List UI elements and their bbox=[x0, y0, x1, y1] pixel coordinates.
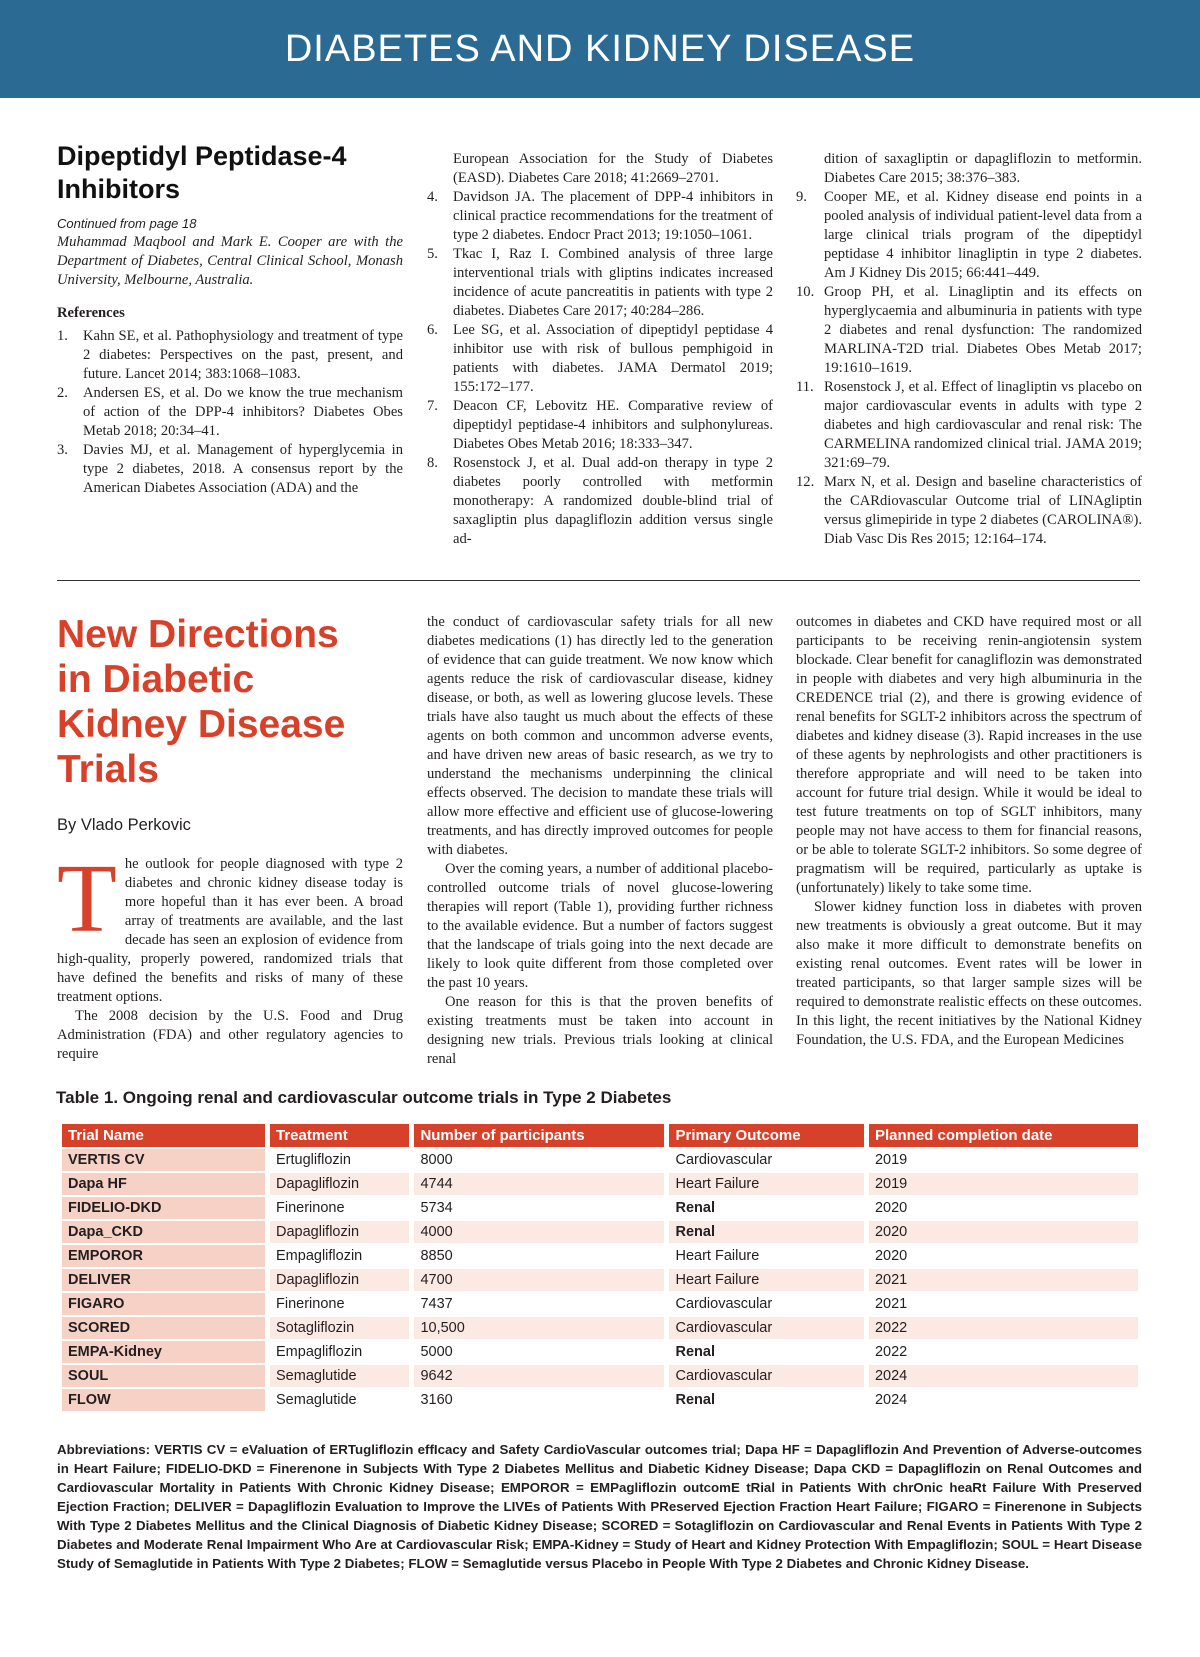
table-row bbox=[62, 1269, 1138, 1291]
treatment-cell: Finerinone bbox=[270, 1293, 409, 1315]
paragraph: the conduct of cardiovascular safety trials for all new diabetes medications (1) has directly led to the generation of evidence that can guide treatment. We now know which agents reduce the risk of cardiovascular disease, kidney disease, or both, as well as lowering glucose levels. These trials have also taught us much about the effects of these agents on both common and uncommon adverse events, and have driven new areas of basic research, as we try to understand the mechanisms underpinning the clinical effects observed. The decision to mandate these trials will allow more effective and efficient use of glucose-lowering treatments, and has directly improved outcomes for people with diabetes. bbox=[427, 614, 773, 858]
reference-number: 6. bbox=[427, 322, 438, 338]
table-row bbox=[62, 1389, 1138, 1411]
trial-name-cell: FIGARO bbox=[62, 1293, 265, 1315]
participants-cell: 8000 bbox=[414, 1149, 664, 1171]
top-column-3 bbox=[796, 150, 1142, 549]
trial-name-cell: SOUL bbox=[62, 1365, 265, 1387]
participants-cell: 7437 bbox=[414, 1293, 664, 1315]
reference-list-1 bbox=[57, 327, 403, 498]
completion-cell: 2022 bbox=[869, 1317, 1138, 1339]
reference-3-continued: European Association for the Study of Diabetes (EASD). Diabetes Care 2018; 41:2669–2701. bbox=[453, 151, 773, 186]
dpp4-title bbox=[57, 140, 403, 206]
article-title bbox=[57, 612, 403, 792]
reference-text: Lee SG, et al. Association of dipeptidyl peptidase 4 inhibitor use with risk of bullous pemphigoid in patients with diabetes. JAMA Dermatol 2019; 155:172–177. bbox=[453, 322, 773, 395]
reference-item bbox=[427, 245, 773, 321]
treatment-cell: Empagliflozin bbox=[270, 1245, 409, 1267]
reference-8-continued: dition of saxagliptin or dapagliflozin to metformin. Diabetes Care 2015; 38:376–383. bbox=[824, 151, 1142, 186]
outcome-cell: Heart Failure bbox=[669, 1269, 864, 1291]
table-row bbox=[62, 1317, 1138, 1339]
completion-cell: 2019 bbox=[869, 1173, 1138, 1195]
paragraph: The 2008 decision by the U.S. Food and Drug Administration (FDA) and other regulatory agencies to require bbox=[57, 1008, 403, 1062]
reference-item bbox=[427, 397, 773, 454]
reference-continuation bbox=[427, 150, 773, 188]
participants-cell: 4000 bbox=[414, 1221, 664, 1243]
table-row bbox=[62, 1245, 1138, 1267]
completion-cell: 2020 bbox=[869, 1245, 1138, 1267]
completion-cell: 2020 bbox=[869, 1197, 1138, 1219]
trial-name-cell: FLOW bbox=[62, 1389, 265, 1411]
reference-item bbox=[796, 283, 1142, 378]
outcome-cell: Renal bbox=[669, 1221, 864, 1243]
article-title-line: Kidney Disease bbox=[57, 703, 346, 746]
reference-text: Tkac I, Raz I. Combined analysis of three large interventional trials with gliptins indicates increased incidence of acute pancreatitis in patients with type 2 diabetes. Diabetes Care 2017; 40:284–286. bbox=[453, 246, 773, 319]
participants-cell: 8850 bbox=[414, 1245, 664, 1267]
intro-text: he outlook for people diagnosed with type 2 diabetes and chronic kidney disease today is more hopeful than it has ever been. A broad array of treatments are available, and the last decade has seen an explosion of evidence from high-quality, properly powered, randomized trials that have defined the benefits and risks of many of these treatment options. bbox=[57, 856, 403, 1005]
reference-item bbox=[427, 321, 773, 397]
section-divider bbox=[57, 580, 1140, 581]
reference-number: 7. bbox=[427, 398, 438, 414]
trial-name-cell: EMPOROR bbox=[62, 1245, 265, 1267]
trial-name-cell: Dapa_CKD bbox=[62, 1221, 265, 1243]
table-title: Table 1. Ongoing renal and cardiovascular outcome trials in Type 2 Diabetes bbox=[56, 1088, 672, 1107]
byline: By Vlado Perkovic bbox=[57, 816, 191, 834]
paragraph: One reason for this is that the proven benefits of existing treatments must be taken into account in designing new trials. Previous trials looking at clinical renal bbox=[427, 994, 773, 1067]
outcome-cell: Renal bbox=[669, 1341, 864, 1363]
table-row bbox=[62, 1293, 1138, 1315]
reference-number: 9. bbox=[796, 189, 807, 205]
outcome-cell: Cardiovascular bbox=[669, 1149, 864, 1171]
reference-text: Kahn SE, et al. Pathophysiology and treatment of type 2 diabetes: Perspectives on the past, present, and future. Lancet 2014; 383:1068–1083. bbox=[83, 328, 403, 382]
treatment-cell: Dapagliflozin bbox=[270, 1221, 409, 1243]
participants-cell: 10,500 bbox=[414, 1317, 664, 1339]
article-title-line: in Diabetic bbox=[57, 658, 255, 701]
treatment-cell: Semaglutide bbox=[270, 1365, 409, 1387]
reference-number: 12. bbox=[796, 474, 815, 490]
table-row bbox=[62, 1221, 1138, 1243]
table-row bbox=[62, 1341, 1138, 1363]
trials-table bbox=[57, 1122, 1143, 1413]
trial-name-cell: DELIVER bbox=[62, 1269, 265, 1291]
dpp4-title-line1: Dipeptidyl Peptidase-4 bbox=[57, 141, 347, 171]
treatment-cell: Ertugliflozin bbox=[270, 1149, 409, 1171]
article-column-3 bbox=[796, 613, 1142, 1050]
reference-number: 4. bbox=[427, 189, 438, 205]
reference-item bbox=[57, 327, 403, 384]
reference-number: 3. bbox=[57, 442, 68, 458]
completion-cell: 2019 bbox=[869, 1149, 1138, 1171]
header-participants: Number of participants bbox=[414, 1124, 664, 1147]
reference-number: 2. bbox=[57, 385, 68, 401]
section-banner bbox=[0, 0, 1200, 98]
reference-text: Davies MJ, et al. Management of hyperglycemia in type 2 diabetes, 2018. A consensus report by the American Diabetes Association (ADA) and the bbox=[83, 442, 403, 496]
header-outcome: Primary Outcome bbox=[669, 1124, 864, 1147]
table-row bbox=[62, 1365, 1138, 1387]
treatment-cell: Empagliflozin bbox=[270, 1341, 409, 1363]
completion-cell: 2022 bbox=[869, 1341, 1138, 1363]
article-column-2 bbox=[427, 613, 773, 1069]
participants-cell: 4700 bbox=[414, 1269, 664, 1291]
reference-text: Davidson JA. The placement of DPP-4 inhibitors in clinical practice recommendations for the treatment of type 2 diabetes. Endocr Pract 2013; 19:1050–1061. bbox=[453, 189, 773, 243]
treatment-cell: Sotagliflozin bbox=[270, 1317, 409, 1339]
reference-item bbox=[796, 188, 1142, 283]
reference-text: Groop PH, et al. Linagliptin and its effects on hyperglycaemia and albuminuria in patients with type 2 diabetes and renal dysfunction: The randomized MARLINA-T2D trial. Diabetes Obes Metab 2017; 19:1610–1619. bbox=[824, 284, 1142, 376]
reference-number: 10. bbox=[796, 284, 815, 300]
participants-cell: 3160 bbox=[414, 1389, 664, 1411]
outcome-cell: Cardiovascular bbox=[669, 1293, 864, 1315]
abbreviations-note: Abbreviations: VERTIS CV = eValuation of ERTugliflozin effIcacy and Safety CardioVascular outcomes trial; Dapa HF = Dapagliflozin And Prevention of Adverse-outcomes in Heart Failure; FIDELIO-DKD = Finerenone in Subjects With Type 2 Diabetes Mellitus and Diabetic Kidney Disease; Dapa CKD = Dapagliflozin on Renal Outcomes and Cardiovascular Mortality in Patients With Chronic Kidney Disease; EMPOROR = EMPagliflozin outcomE tRial in Patients With chrOnic heaRt Failure With Preserved Ejection Fraction; DELIVER = Dapagliflozin Evaluation to Improve the LIVEs of Patients With PReserved Ejection Fraction Heart Failure; FIGARO = Finerenone in Subjects With Type 2 Diabetes Mellitus and the Clinical Diagnosis of Diabetic Kidney Disease; SCORED = Sotagliflozin on Cardiovascular and Renal Events in Patients With Type 2 Diabetes and Moderate Renal Impairment Who Are at Cardiovascular Risk; EMPA-Kidney = Study of Heart and Kidney Protection With Empagliflozin; SOUL = Heart Disease Study of Semaglutide in Patients With Type 2 Diabetes; FLOW = Semaglutide versus Placebo in People With Type 2 Diabetes and Chronic Kidney Disease. bbox=[57, 1442, 1142, 1571]
table-row bbox=[62, 1149, 1138, 1171]
reference-item bbox=[796, 473, 1142, 549]
reference-continuation bbox=[796, 150, 1142, 188]
reference-number: 8. bbox=[427, 455, 438, 471]
completion-cell: 2024 bbox=[869, 1365, 1138, 1387]
treatment-cell: Finerinone bbox=[270, 1197, 409, 1219]
paragraph: Slower kidney function loss in diabetes with proven new treatments is obviously a great outcome. But it may also make it more difficult to demonstrate benefits on existing renal outcomes. Event rates will be lower in treated participants, so that larger sample sizes will be required to demonstrate realistic effects on these outcomes. In this light, the recent initiatives by the National Kidney Foundation, the U.S. FDA, and the European Medicines bbox=[796, 899, 1142, 1048]
reference-text: Marx N, et al. Design and baseline characteristics of the CARdiovascular Outcome trial of LINAgliptin versus glimepiride in type 2 diabetes (CAROLINA®). Diab Vasc Dis Res 2015; 12:164–174. bbox=[824, 474, 1142, 547]
reference-list-3 bbox=[796, 188, 1142, 549]
drop-cap: T bbox=[57, 845, 117, 953]
reference-text: Andersen ES, et al. Do we know the true mechanism of action of the DPP-4 inhibitors? Diabetes Obes Metab 2018; 20:34–41. bbox=[83, 385, 403, 439]
table-row bbox=[62, 1197, 1138, 1219]
article-title-line: New Directions bbox=[57, 613, 339, 656]
table-header-row bbox=[62, 1124, 1138, 1147]
reference-text: Rosenstock J, et al. Dual add-on therapy in type 2 diabetes poorly controlled with metformin monotherapy: A randomized double-blind trial of saxagliptin plus dapagliflozin addition versus single ad- bbox=[453, 455, 773, 547]
reference-item bbox=[57, 441, 403, 498]
completion-cell: 2021 bbox=[869, 1269, 1138, 1291]
trial-name-cell: SCORED bbox=[62, 1317, 265, 1339]
reference-text: Cooper ME, et al. Kidney disease end points in a pooled analysis of individual patient-level data from a large clinical trials program of the dipeptidyl peptidase 4 inhibitor linagliptin in type 2 diabetes. Am J Kidney Dis 2015; 66:441–449. bbox=[824, 189, 1142, 281]
continued-note: Continued from page 18 bbox=[57, 216, 197, 231]
trial-name-cell: EMPA-Kidney bbox=[62, 1341, 265, 1363]
trial-name-cell: Dapa HF bbox=[62, 1173, 265, 1195]
reference-item bbox=[427, 454, 773, 549]
completion-cell: 2021 bbox=[869, 1293, 1138, 1315]
reference-text: Deacon CF, Lebovitz HE. Comparative review of dipeptidyl peptidase-4 inhibitors and sulphonylureas. Diabetes Obes Metab 2016; 18:333–347. bbox=[453, 398, 773, 452]
reference-item bbox=[427, 188, 773, 245]
header-treatment: Treatment bbox=[270, 1124, 409, 1147]
header-trial-name: Trial Name bbox=[62, 1124, 265, 1147]
outcome-cell: Cardiovascular bbox=[669, 1365, 864, 1387]
outcome-cell: Renal bbox=[669, 1389, 864, 1411]
article-column-1 bbox=[57, 612, 403, 1064]
header-completion: Planned completion date bbox=[869, 1124, 1138, 1147]
paragraph: Over the coming years, a number of additional placebo-controlled outcome trials of novel glucose-lowering therapies will report (Table 1), providing further richness to the available evidence. But a number of factors suggest that the landscape of trials going into the next decade are likely to look quite different from those completed over the past 10 years. bbox=[427, 861, 773, 991]
table-row bbox=[62, 1173, 1138, 1195]
participants-cell: 4744 bbox=[414, 1173, 664, 1195]
references-heading: References bbox=[57, 305, 125, 321]
trial-name-cell: FIDELIO-DKD bbox=[62, 1197, 265, 1219]
paragraph: outcomes in diabetes and CKD have required most or all participants to be receiving renin-angiotensin system blockade. Clear benefit for canagliflozin was demonstrated in people with diabetes and very high albuminuria in the CREDENCE trial (2), and there is growing evidence of renal benefits for SGLT-2 inhibitors across the spectrum of diabetes and kidney disease (3). Rapid increases in the use of these agents by nephrologists and other practitioners is therefore appropriate and will need to be taken into account for future trial design. While it would be ideal to test future treatments on top of SGLT inhibitors, many people may not have access to them for financial reasons, or be able to tolerate SGLT-2 inhibitors. So some degree of pragmatism will be required, particularly as uptake is (unfortunately) likely to take some time. bbox=[796, 614, 1142, 896]
outcome-cell: Cardiovascular bbox=[669, 1317, 864, 1339]
top-column-2 bbox=[427, 150, 773, 549]
participants-cell: 5734 bbox=[414, 1197, 664, 1219]
dpp4-title-line2: Inhibitors bbox=[57, 174, 180, 204]
outcome-cell: Heart Failure bbox=[669, 1245, 864, 1267]
top-column-1 bbox=[57, 140, 403, 498]
author-note: Muhammad Maqbool and Mark E. Cooper are with the Department of Diabetes, Central Clinical School, Monash University, Melbourne, Australia. bbox=[57, 234, 403, 288]
treatment-cell: Dapagliflozin bbox=[270, 1269, 409, 1291]
reference-text: Rosenstock J, et al. Effect of linagliptin vs placebo on major cardiovascular events in adults with type 2 diabetes and high cardiovascular and renal risk: The CARMELINA randomized clinical trial. JAMA 2019; 321:69–79. bbox=[824, 379, 1142, 471]
treatment-cell: Dapagliflozin bbox=[270, 1173, 409, 1195]
completion-cell: 2024 bbox=[869, 1389, 1138, 1411]
participants-cell: 5000 bbox=[414, 1341, 664, 1363]
reference-item bbox=[796, 378, 1142, 473]
trial-name-cell: VERTIS CV bbox=[62, 1149, 265, 1171]
reference-item bbox=[57, 384, 403, 441]
section-title: DIABETES AND KIDNEY DISEASE bbox=[284, 27, 916, 70]
reference-number: 11. bbox=[796, 379, 814, 395]
treatment-cell: Semaglutide bbox=[270, 1389, 409, 1411]
completion-cell: 2020 bbox=[869, 1221, 1138, 1243]
article-title-line: Trials bbox=[57, 748, 159, 791]
participants-cell: 9642 bbox=[414, 1365, 664, 1387]
reference-number: 1. bbox=[57, 328, 68, 344]
outcome-cell: Renal bbox=[669, 1197, 864, 1219]
reference-number: 5. bbox=[427, 246, 438, 262]
intro-paragraph bbox=[57, 845, 403, 1007]
outcome-cell: Heart Failure bbox=[669, 1173, 864, 1195]
reference-list-2 bbox=[427, 188, 773, 549]
